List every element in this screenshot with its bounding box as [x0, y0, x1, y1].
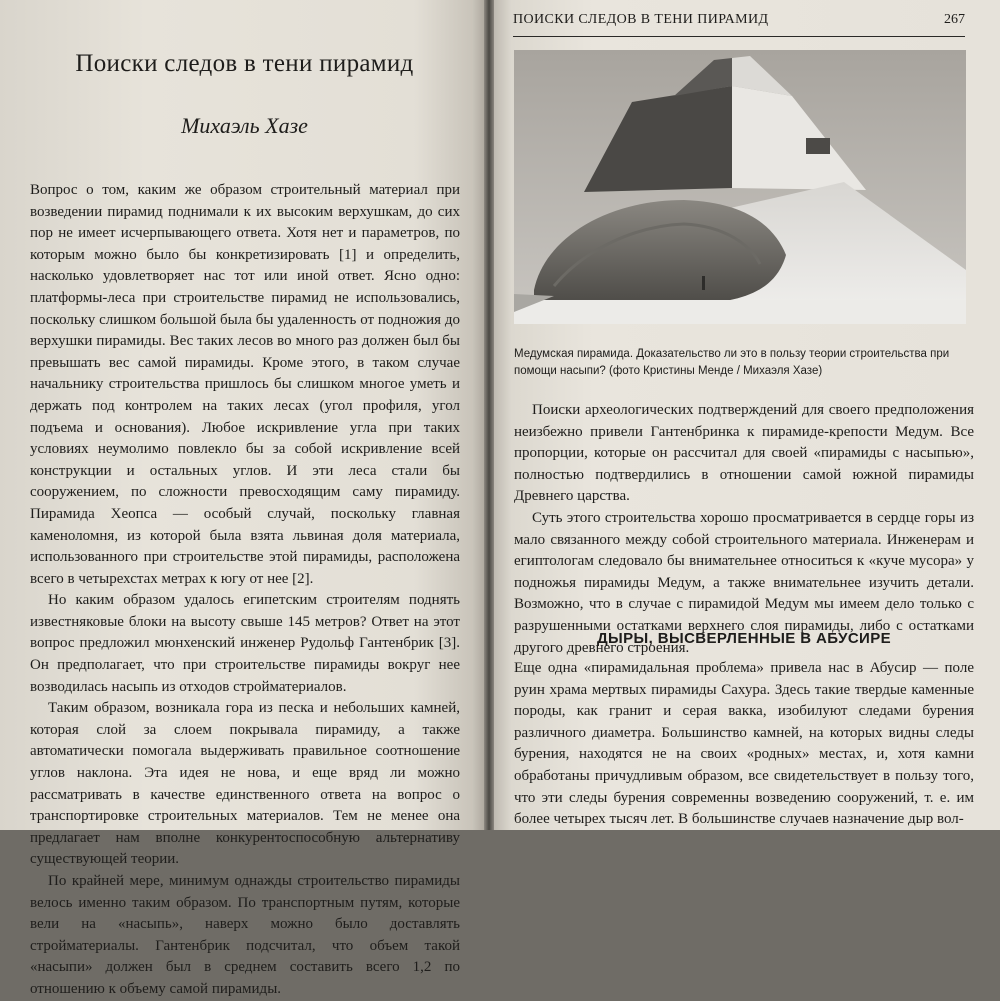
left-body-text: [30, 180, 460, 1001]
left-paragraph-1: Вопрос о том, каким же образом строительный материал при возведении пирамид поднимали к их высоким верхушкам, до сих пор не имеет исчерпывающего ответа. Хотя нет и параметров, по которым можно было бы конкретизировать [1] и определить, насколько удовлетворяет нас тот или иной ответ. Ясно одно: платформы-леса при строительстве пирамид не использовались, поскольку слишком большой была бы удаленность от подножия до верхушки пирамиды. Вес таких лесов во много раз должен был бы превышать вес самой пирамиды. Кроме этого, в таком случае начальнику строительства пришлось бы слишком многое уметь и держать под контролем на таких лесах (угол профиля, угол подъема и основания). Любое искривление угла при таких условиях неумолимо повлекло бы за собой искривление всей конструкции и остальных углов. И эти леса стали бы сооружением, по сложности превосходящим саму пирамиду. Пирамида Хеопса — особый случай, поскольку главная каменоломня, из которой была взята львиная доля материала, использованного при строительстве этой пирамиды, расположена всего в четырехстах метрах к югу от нее [2].: [30, 182, 460, 587]
left-paragraph-2: Но каким образом удалось египетским строителям поднять известняковые блоки на высоту свыше 145 метров? Ответ на этот вопрос предложил мюнхенский инженер Рудольф Гантенбрик [3]. Он предполагает, что при строительстве пирамиды вокруг нее возводилась насыпь из отходов стройматериалов.: [30, 592, 460, 695]
photo-caption: Медумская пирамида. Доказательство ли это в пользу теории строительства при помощи насыпи? (фото Кристины Менде / Михаэля Хазе): [514, 348, 950, 377]
right-paragraph-1: Поиски археологических подтверждений для своего предположения неизбежно привели Гантенбринка к пирамиде-крепости Медум. Все пропорции, которые он рассчитал для своей «пирамиды с насыпью», полностью подтвердились в отношении самой южной пирамиды Древнего царства.: [514, 402, 974, 505]
book-gutter: [484, 0, 494, 830]
left-paragraph-3: Таким образом, возникала гора из песка и небольших камней, которая слой за слоем покрывала пирамиду, а также автоматически помогала выдерживать правильное соотношение углов наклона. Эта идея не нова, и еще вряд ли можно рассматривать в качестве единственного ответа на вопрос о транспортировке строительных материалов. Тем не менее она предлагает нам вполне конкурентоспособную альтернативу существующей теории.: [30, 700, 460, 868]
page-number: 267: [944, 12, 965, 27]
right-paragraph-2: Суть этого строительства хорошо просматривается в сердце горы из мало связанного между собой строительного материала. Инженерам и египтологам следовало бы внимательнее относиться к «куче мусора» у подножья пирамиды Медум, а также внимательнее изучить детали. Возможно, что в случае с пирамидой Медум мы имеем дело только с разрушенными остатками верхнего слоя пирамиды, либо с остатками другого древнего строения.: [514, 509, 974, 656]
section-body-text: [514, 658, 974, 831]
section-paragraph-1: Еще одна «пирамидальная проблема» привела нас в Абусир — поле руин храма мертвых пирамиды Сахура. Здесь такие твердые каменные породы, как гранит и серая вакка, изобилуют следами бурения различного диаметра. Большинство камней, на которых видны следы бурения, находятся не на своих «родных» местах, и, хотя камни обработаны причудливым образом, все свидетельствует в пользу того, что эти следы бурения современны возведению сооружений, т. е. им более четырех тысяч лет. В большинстве случаев назначение дыр вол-: [514, 660, 974, 828]
meidum-pyramid-photo: [514, 50, 966, 324]
pyramid-photo-image: [514, 50, 966, 324]
right-body-text: [514, 400, 974, 659]
section-heading: ДЫРЫ, ВЫСВЕРЛЕННЫЕ В АБУСИРЕ: [596, 630, 892, 647]
running-head: [513, 8, 965, 37]
running-head-title: ПОИСКИ СЛЕДОВ В ТЕНИ ПИРАМИД: [513, 12, 769, 27]
left-paragraph-4: По крайней мере, минимум однажды строительство пирамиды велось именно таким образом. По транспортным путям, которые вели на «насыпь», наверх можно было доставлять стройматериалы. Гантенбрик подсчитал, что объем такой «насыпи» должен был в среднем составить всего 1,2 по отношению к объему самой пирамиды.: [30, 873, 460, 997]
article-author: Михаэль Хазе: [181, 113, 308, 138]
article-title: Поиски следов в тени пирамид: [75, 50, 414, 77]
